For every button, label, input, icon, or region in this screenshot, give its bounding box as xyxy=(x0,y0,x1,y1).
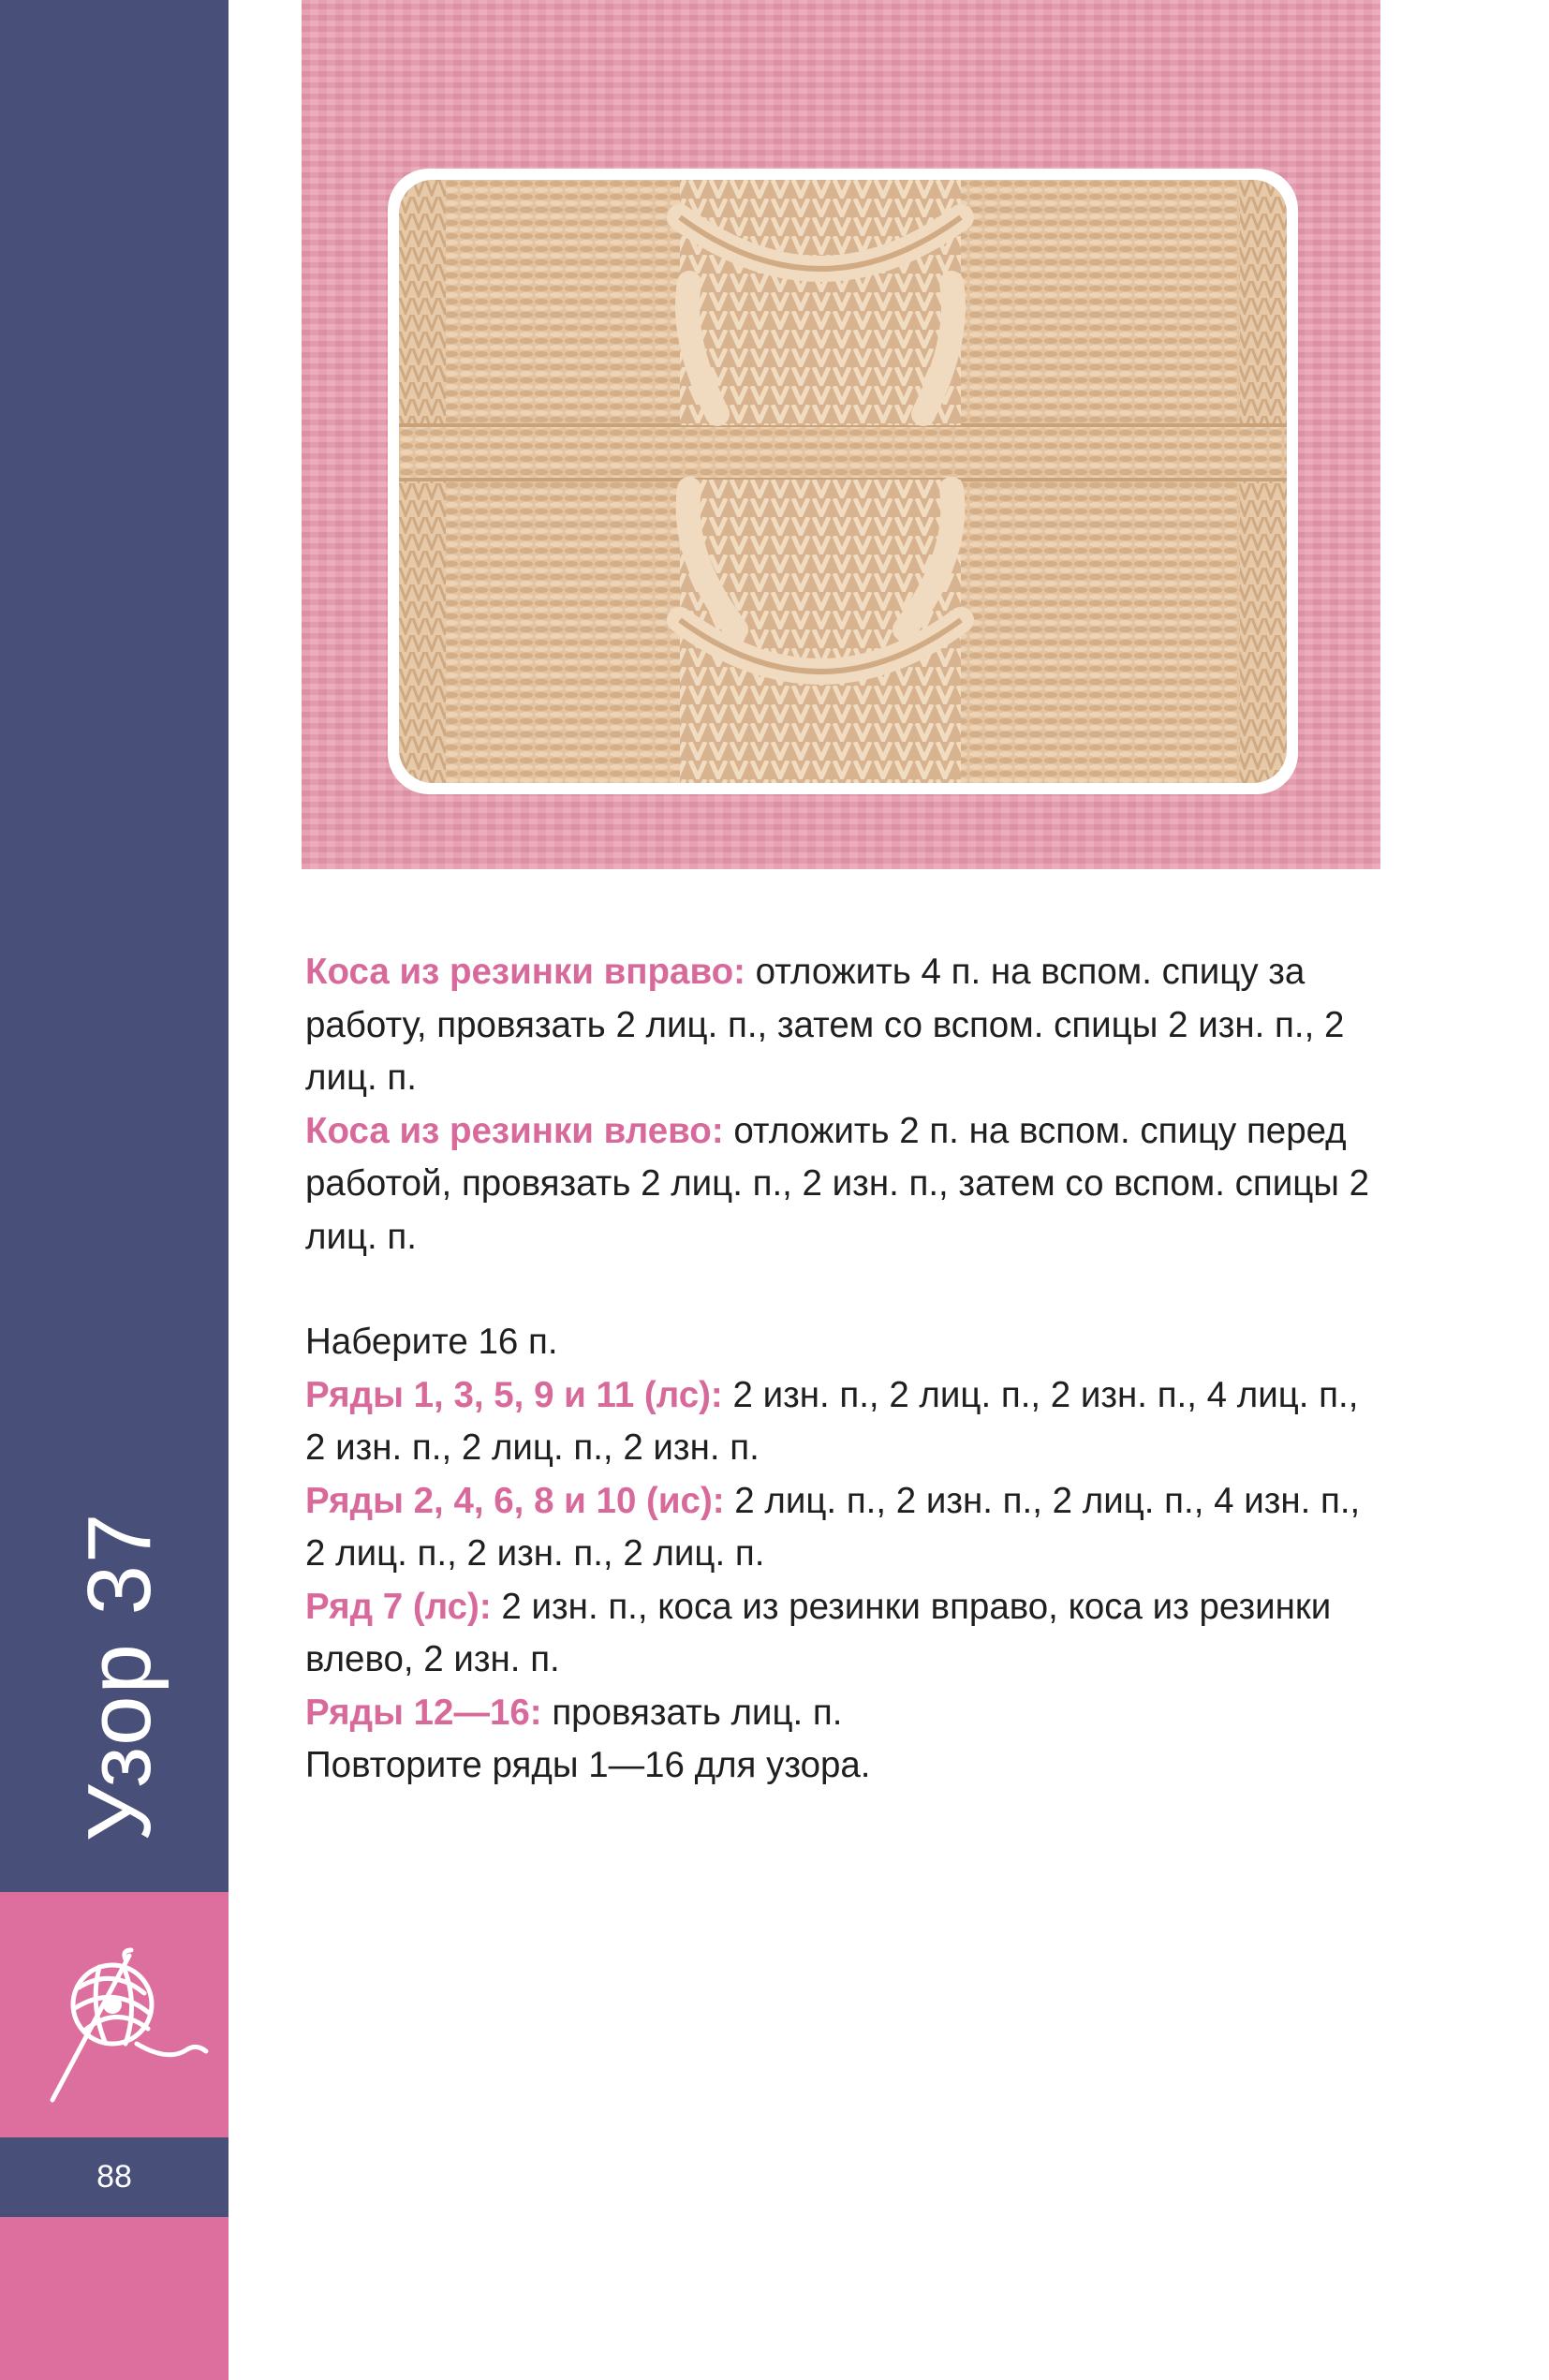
knit-sample-photo xyxy=(399,180,1287,783)
term-cable-left: Коса из резинки влево: xyxy=(305,1110,724,1151)
row-instruction xyxy=(305,1687,1382,1740)
row-instruction xyxy=(305,1581,1382,1687)
definition-cable-right xyxy=(305,946,1382,1105)
pattern-title: Узор 37 xyxy=(69,1511,170,1842)
repeat-instruction: Повторите ряды 1—16 для узора. xyxy=(305,1745,871,1785)
row-text: провязать лиц. п. xyxy=(541,1692,843,1733)
paragraph-gap xyxy=(305,1264,1382,1316)
row-text: 2 лиц. п., 2 изн. п., 2 лиц. п., 4 изн. п., 2 лиц. п., 2 изн. п., 2 лиц. п. xyxy=(305,1480,1361,1574)
definition-cable-right-text: отложить 4 п. на вспом. спицу за работу, провязать 2 лиц. п., затем со вспом. спицы 2 изн. п., 2 лиц. п. xyxy=(305,952,1345,1098)
row-instruction xyxy=(305,1369,1382,1475)
knit-pattern-illustration xyxy=(399,180,1287,783)
row-label: Ряд 7 (лс): xyxy=(305,1586,492,1627)
row-instruction xyxy=(305,1475,1382,1581)
row-text: 2 изн. п., коса из резинки вправо, коса из резинки влево, 2 изн. п. xyxy=(305,1586,1332,1679)
pattern-description xyxy=(305,946,1382,1793)
cast-on-instruction: Наберите 16 п. xyxy=(305,1322,558,1362)
row-label: Ряды 2, 4, 6, 8 и 10 (ис): xyxy=(305,1480,725,1521)
row-label: Ряды 1, 3, 5, 9 и 11 (лс): xyxy=(305,1374,723,1415)
definition-cable-left-text: отложить 2 п. на вспом. спицу перед работой, провязать 2 лиц. п., 2 изн. п., затем со вспом. спицы 2 лиц. п. xyxy=(305,1110,1370,1257)
page-number: 88 xyxy=(96,2159,132,2195)
row-text: 2 изн. п., 2 лиц. п., 2 изн. п., 4 лиц. п., 2 изн. п., 2 лиц. п., 2 изн. п. xyxy=(305,1374,1359,1468)
yarn-ball-with-hook-icon xyxy=(47,1939,215,2107)
row-label: Ряды 12—16: xyxy=(305,1692,542,1733)
term-cable-right: Коса из резинки вправо: xyxy=(305,952,745,992)
sidebar-bottom-band xyxy=(0,2217,229,2380)
definition-cable-left xyxy=(305,1105,1382,1264)
